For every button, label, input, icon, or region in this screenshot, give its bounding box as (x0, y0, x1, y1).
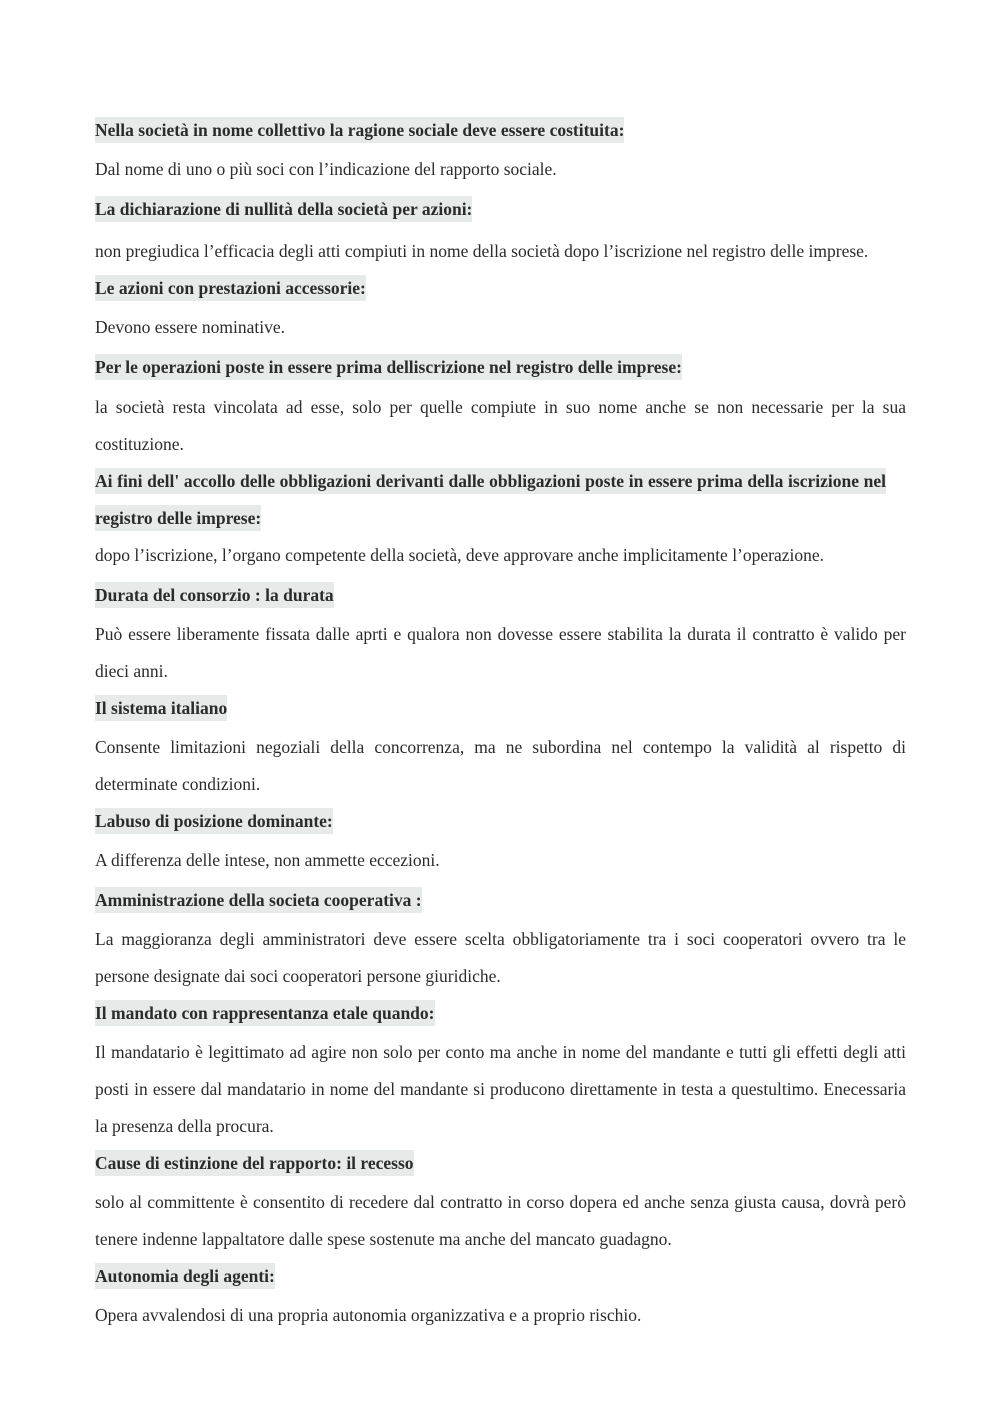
qa-item (95, 690, 906, 803)
answer-text: Il mandatario è legittimato ad agire non solo per conto ma anche in nome del mandante e tutti gli effetti degli atti posti in essere dal mandatario in nome del mandante si producono direttamente in testa a questultimo. Enecessaria la presenza della procura. (95, 1042, 906, 1136)
answer-text: Devono essere nominative. (95, 317, 286, 337)
question-heading: Nella società in nome collettivo la ragione sociale deve essere costituita: (95, 112, 906, 149)
document-page (95, 112, 906, 1334)
qa-item (95, 1145, 906, 1258)
question-heading: Ai fini dell' accollo delle obbligazioni derivanti dalle obbligazioni poste in essere prima della iscrizione nel registro delle imprese: (95, 463, 906, 537)
qa-item (95, 463, 906, 574)
question-heading: La dichiarazione di nullità della società per azioni: (95, 191, 906, 228)
qa-item (95, 191, 906, 270)
qa-item (95, 882, 906, 995)
question-heading: Il mandato con rappresentanza etale quando: (95, 995, 906, 1032)
answer-text: Opera avvalendosi di una propria autonomia organizzativa e a proprio rischio. (95, 1305, 642, 1325)
question-heading: Le azioni con prestazioni accessorie: (95, 270, 906, 307)
question-heading: Durata del consorzio : la durata (95, 577, 906, 614)
question-heading: Per le operazioni poste in essere prima delliscrizione nel registro delle imprese: (95, 349, 906, 386)
answer-text: non pregiudica l’efficacia degli atti compiuti in nome della società dopo l’iscrizione nel registro delle imprese. (95, 241, 869, 261)
qa-item (95, 112, 906, 188)
answer-text: solo al committente è consentito di recedere dal contratto in corso dopera ed anche senza giusta causa, dovrà però tenere indenne lappaltatore dalle spese sostenute ma anche del mancato guadagno. (95, 1192, 906, 1249)
qa-item (95, 803, 906, 879)
question-heading: Amministrazione della societa cooperativa : (95, 882, 906, 919)
qa-item (95, 270, 906, 346)
question-heading: Cause di estinzione del rapporto: il recesso (95, 1145, 906, 1182)
answer-text: A differenza delle intese, non ammette eccezioni. (95, 850, 440, 870)
question-heading: Autonomia degli agenti: (95, 1258, 906, 1295)
qa-item (95, 349, 906, 463)
question-heading: Labuso di posizione dominante: (95, 803, 906, 840)
question-heading: Il sistema italiano (95, 690, 906, 727)
answer-text: Consente limitazioni negoziali della concorrenza, ma ne subordina nel contempo la validità al rispetto di determinate condizioni. (95, 737, 906, 794)
answer-text: Può essere liberamente fissata dalle aprti e qualora non dovesse essere stabilita la durata il contratto è valido per dieci anni. (95, 624, 906, 681)
qa-item (95, 1258, 906, 1334)
answer-text: La maggioranza degli amministratori deve essere scelta obbligatoriamente tra i soci cooperatori ovvero tra le persone designate dai soci cooperatori persone giuridiche. (95, 929, 906, 986)
answer-text: dopo l’iscrizione, l’organo competente della società, deve approvare anche implicitamente l’operazione. (95, 545, 825, 565)
qa-item (95, 577, 906, 690)
qa-item (95, 995, 906, 1145)
answer-text: Dal nome di uno o più soci con l’indicazione del rapporto sociale. (95, 159, 557, 179)
answer-text: la società resta vincolata ad esse, solo per quelle compiute in suo nome anche se non necessarie per la sua costituzione. (95, 397, 906, 454)
